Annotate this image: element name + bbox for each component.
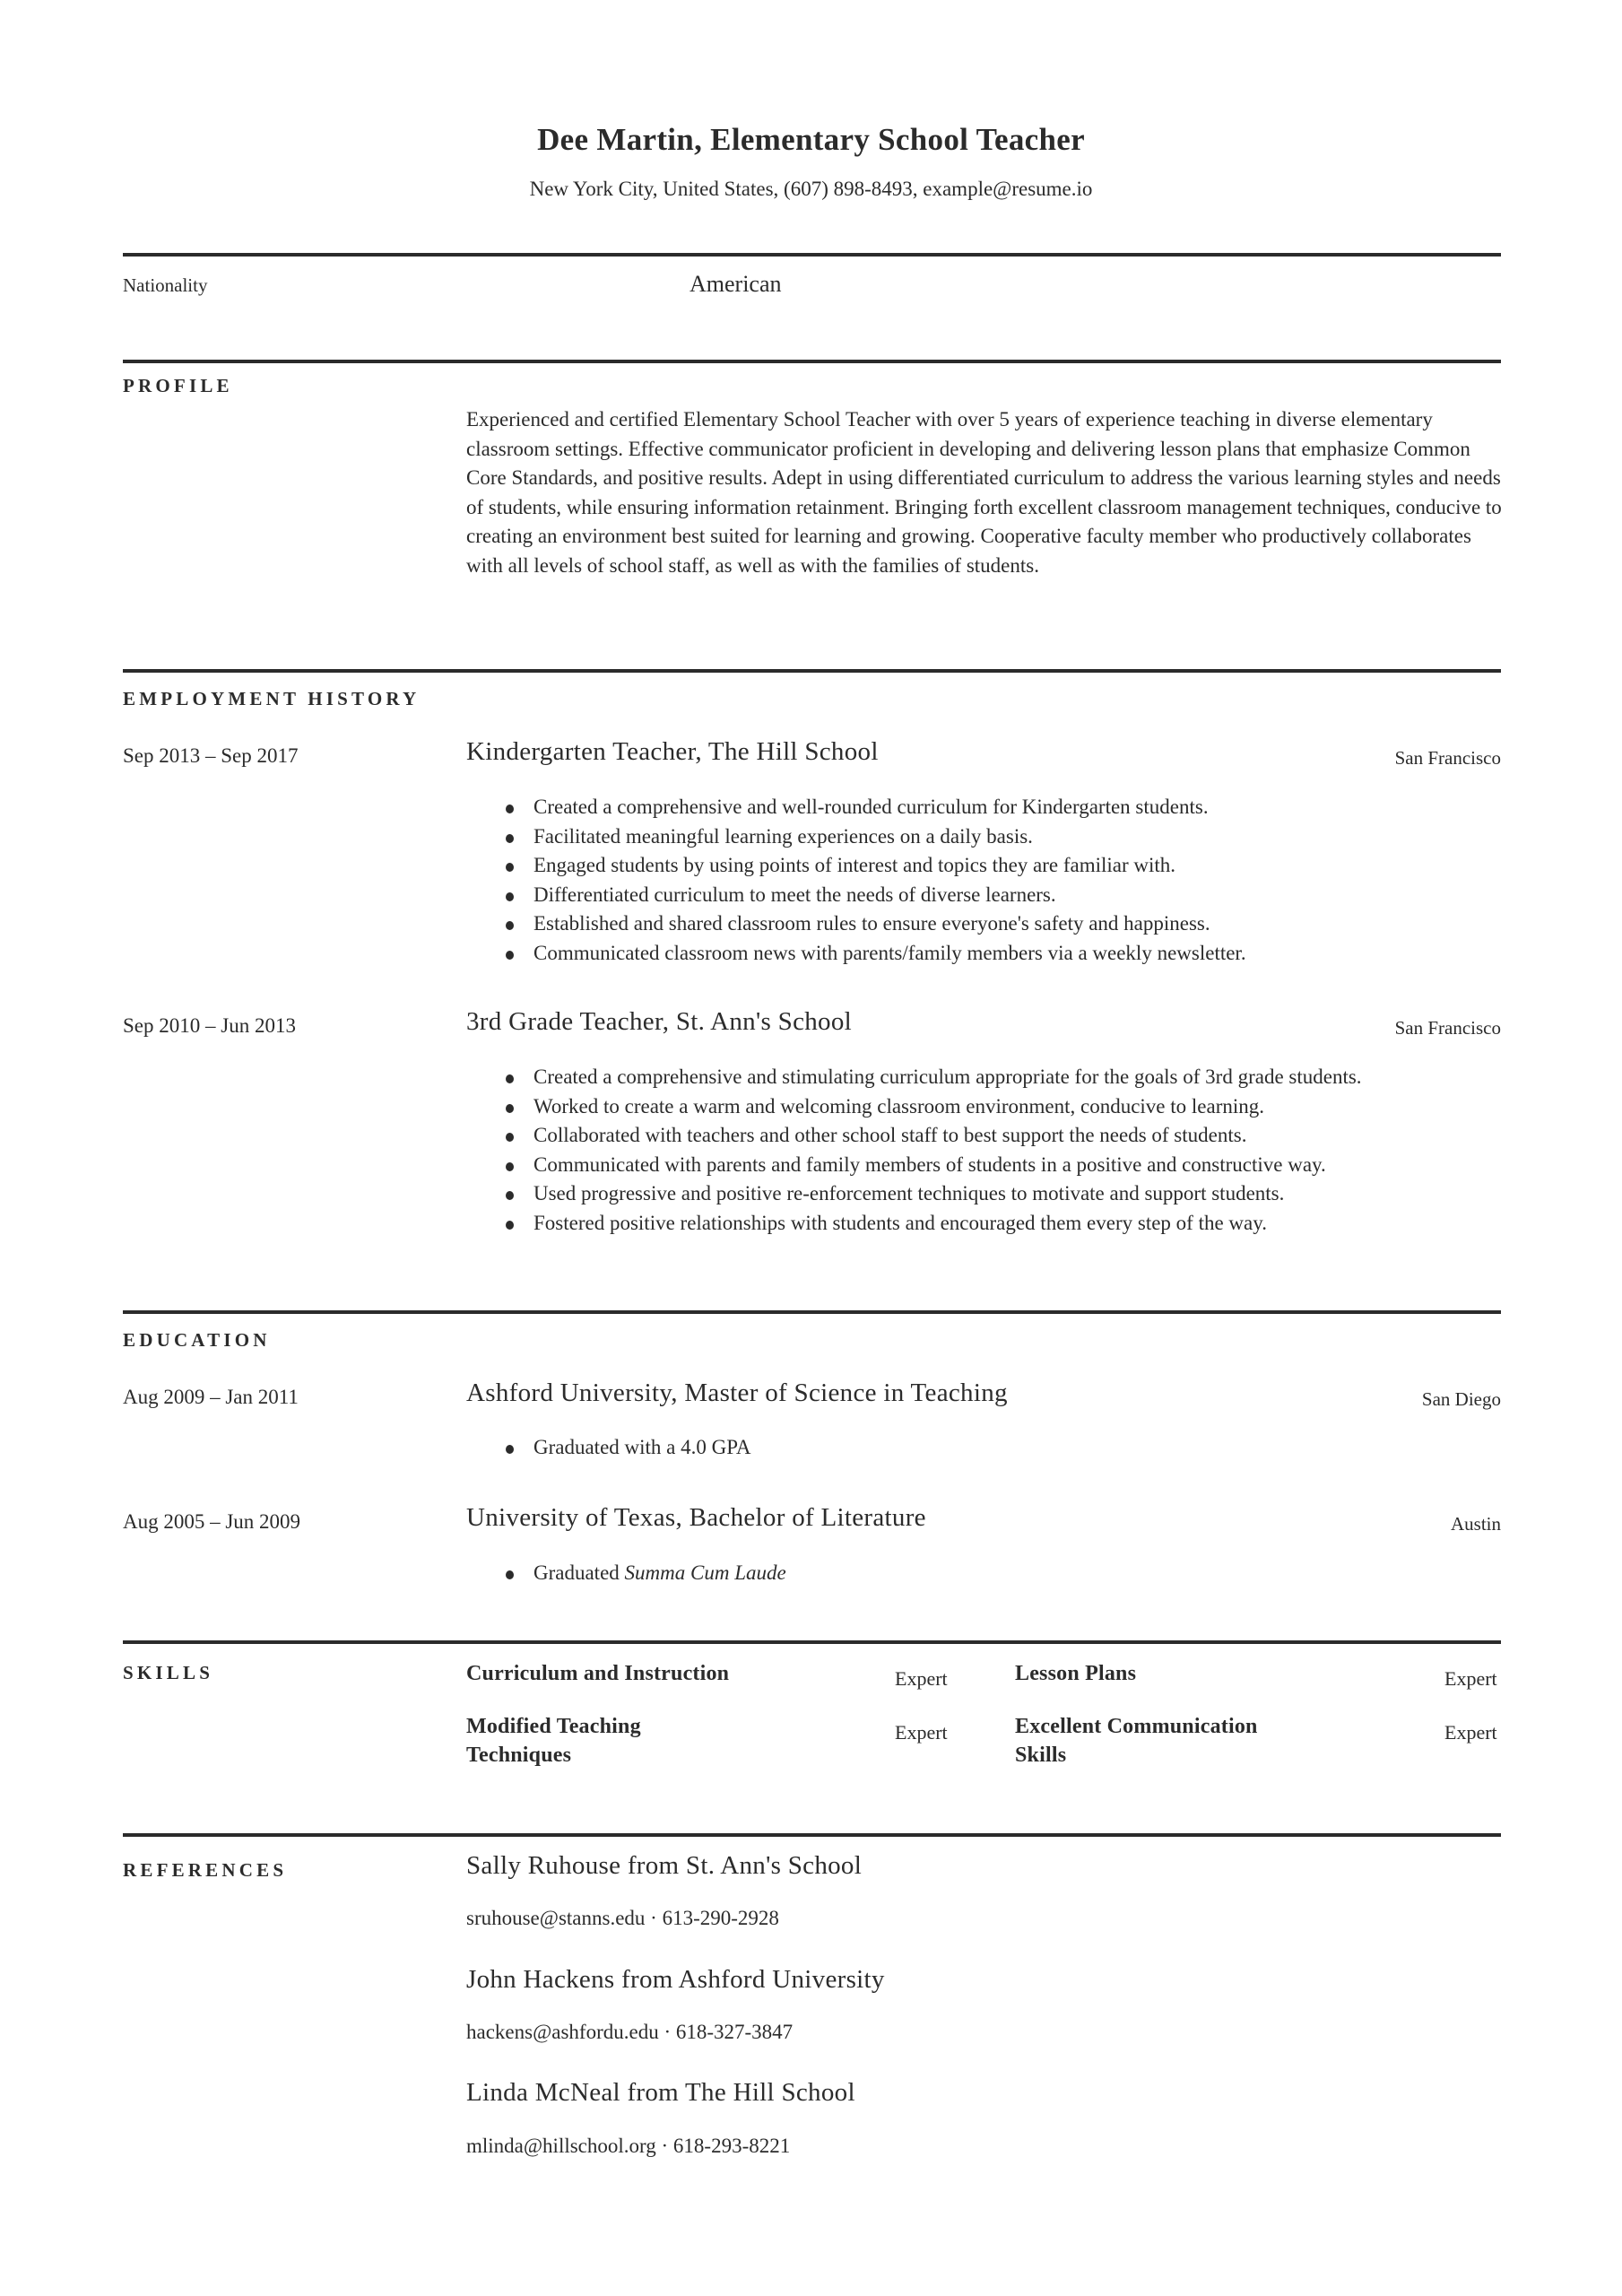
skill-name: Lesson Plans — [1015, 1662, 1137, 1685]
education-dates: Aug 2005 – Jun 2009 — [123, 1510, 301, 1533]
bullet-item: Worked to create a warm and welcoming classroom environment, conducive to learning. — [466, 1092, 1453, 1122]
bullet-item: Established and shared classroom rules to ensure everyone's safety and happiness. — [466, 909, 1506, 939]
reference-name: John Hackens from Ashford University — [466, 1965, 885, 1994]
skill-name: Modified Teaching Techniques — [466, 1715, 641, 1767]
job-city: San Francisco — [1394, 747, 1501, 769]
education-city: San Diego — [1421, 1388, 1501, 1410]
bullet-item: Created a comprehensive and well-rounded curriculum for Kindergarten students. — [466, 793, 1506, 822]
bullet-item — [466, 1433, 1506, 1463]
education-bullets — [466, 1433, 1506, 1463]
job-city: San Francisco — [1394, 1017, 1501, 1039]
section-heading-education: EDUCATION — [123, 1329, 271, 1351]
section-heading-employment: EMPLOYMENT HISTORY — [123, 688, 421, 709]
education-city: Austin — [1450, 1513, 1501, 1535]
section-heading-references: REFERENCES — [123, 1859, 288, 1881]
job-title: 3rd Grade Teacher, St. Ann's School — [466, 1007, 852, 1036]
section-heading-skills: SKILLS — [123, 1662, 214, 1683]
job-title: Kindergarten Teacher, The Hill School — [466, 737, 879, 766]
bullet-text: Graduated with a 4.0 GPA — [533, 1436, 751, 1458]
bullet-item: Engaged students by using points of interest and topics they are familiar with. — [466, 851, 1506, 881]
reference-contact[interactable]: hackens@ashfordu.edu · 618-327-3847 — [466, 2021, 794, 2043]
divider-employment — [123, 669, 1501, 673]
nationality-value: American — [690, 271, 782, 297]
bullet-item: Created a comprehensive and stimulating curriculum appropriate for the goals of 3rd grade students. — [466, 1063, 1439, 1092]
divider-details — [123, 253, 1501, 257]
skill-name: Excellent Communication Skills — [1015, 1715, 1258, 1767]
reference-contact[interactable]: sruhouse@stanns.edu · 613-290-2928 — [466, 1907, 779, 1929]
bullet-item: Communicated with parents and family members of students in a positive and constructive way. — [466, 1151, 1453, 1180]
resume-title: Dee Martin, Elementary School Teacher — [537, 122, 1085, 157]
bullet-item: Facilitated meaningful learning experiences on a daily basis. — [466, 822, 1506, 852]
nationality-label: Nationality — [123, 274, 208, 296]
skill-level: Expert — [895, 1667, 948, 1690]
skill-level: Expert — [1444, 1721, 1497, 1744]
reference-name: Linda McNeal from The Hill School — [466, 2078, 855, 2107]
bullet-item: Communicated classroom news with parents/family members via a weekly newsletter. — [466, 939, 1506, 969]
divider-education — [123, 1310, 1501, 1314]
education-title: University of Texas, Bachelor of Literature — [466, 1503, 926, 1532]
job-bullets — [466, 793, 1506, 968]
reference-name: Sally Ruhouse from St. Ann's School — [466, 1851, 863, 1880]
bullet-item: Fostered positive relationships with students and encouraged them every step of the way. — [466, 1209, 1453, 1239]
bullet-text: Graduated — [533, 1561, 625, 1584]
reference-contact[interactable]: mlinda@hillschool.org · 618-293-8221 — [466, 2135, 791, 2157]
section-heading-profile: PROFILE — [123, 375, 233, 396]
skill-level: Expert — [895, 1721, 948, 1744]
contact-line: New York City, United States, (607) 898-8493, example@resume.io — [529, 178, 1093, 200]
education-dates: Aug 2009 – Jan 2011 — [123, 1386, 299, 1408]
education-title: Ashford University, Master of Science in Teaching — [466, 1378, 1008, 1407]
job-bullets — [466, 1063, 1453, 1238]
job-dates: Sep 2010 – Jun 2013 — [123, 1014, 296, 1037]
bullet-item — [466, 1559, 1506, 1588]
divider-skills — [123, 1640, 1501, 1644]
profile-summary: Experienced and certified Elementary School Teacher with over 5 years of experience teaching in diverse elementary classroom settings. Effective communicator proficient in developing and delivering lesson plans that emphasize Common Core Standards, and positive results. Adept in using differentiated curriculum to address the various learning styles and needs of students, while ensuring information retainment. Bringing forth excellent classroom management techniques, conducive to creating an environment best suited for learning and growing. Cooperative faculty member who productively collaborates with all levels of school staff, as well as with the families of students. — [466, 408, 1502, 577]
job-dates: Sep 2013 – Sep 2017 — [123, 744, 299, 767]
skill-name: Curriculum and Instruction — [466, 1662, 730, 1685]
divider-references — [123, 1833, 1501, 1837]
bullet-item: Collaborated with teachers and other school staff to best support the needs of students. — [466, 1121, 1453, 1151]
divider-profile — [123, 360, 1501, 363]
skill-level: Expert — [1444, 1667, 1497, 1690]
bullet-item: Differentiated curriculum to meet the needs of diverse learners. — [466, 881, 1506, 910]
bullet-text-italic: Summa Cum Laude — [624, 1561, 786, 1584]
bullet-item: Used progressive and positive re-enforcement techniques to motivate and support students. — [466, 1179, 1453, 1209]
education-bullets — [466, 1559, 1506, 1588]
